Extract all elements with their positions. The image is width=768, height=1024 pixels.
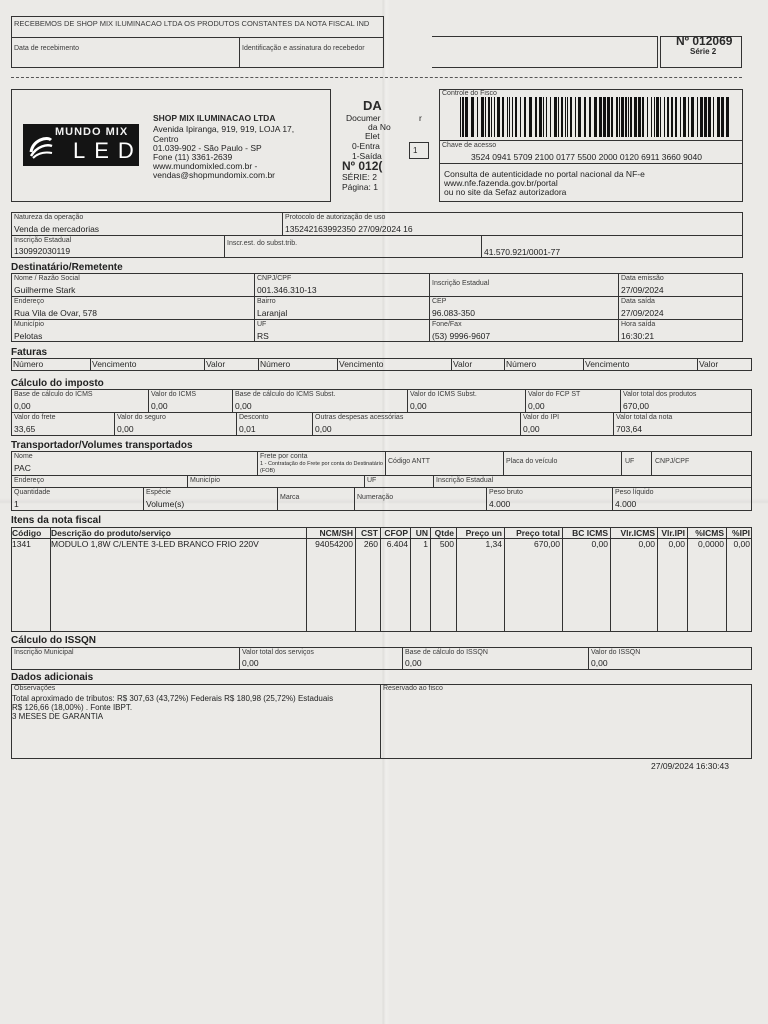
barcode-bar bbox=[619, 97, 620, 137]
col-bc-icms-cell: 0,00 bbox=[591, 539, 608, 549]
frete-label: Valor do frete bbox=[14, 414, 56, 421]
transp-placa-label: Placa do veículo bbox=[506, 458, 558, 465]
transp-peso-bruto: 4.000 bbox=[489, 499, 511, 509]
barcode-bar bbox=[575, 97, 576, 137]
logo-swirl-icon bbox=[27, 132, 55, 160]
issqn-valor-label: Valor do ISSQN bbox=[591, 649, 641, 656]
dest-hora: 16:30:21 bbox=[621, 331, 655, 341]
barcode-bar bbox=[539, 97, 542, 137]
transp-especie-label: Espécie bbox=[146, 489, 171, 496]
footer-timestamp: 27/09/2024 16:30:43 bbox=[651, 761, 729, 771]
barcode-bar bbox=[465, 97, 468, 137]
col-preco-total-header: Preço total bbox=[516, 528, 560, 538]
dest-cpf: 001.346.310-13 bbox=[257, 285, 317, 295]
issqn-bc: 0,00 bbox=[405, 658, 422, 668]
danfe-doc2: da No bbox=[368, 122, 391, 132]
danfe-title: DA bbox=[363, 98, 382, 113]
barcode-bar bbox=[675, 97, 677, 137]
barcode-bar bbox=[524, 97, 526, 137]
dest-cep: 96.083-350 bbox=[432, 308, 476, 318]
barcode-bar bbox=[638, 97, 641, 137]
fatura-valor-header: Valor bbox=[206, 359, 226, 369]
transp-uf-label: UF bbox=[625, 458, 635, 465]
barcode-bar bbox=[691, 97, 694, 137]
logo-text-bottom: LED bbox=[73, 138, 143, 163]
emitente-address3: 01.039-902 - São Paulo - SP bbox=[153, 143, 262, 153]
col-pct-ipi-header: %IPI bbox=[732, 528, 750, 538]
tipo-value: 1 bbox=[413, 146, 418, 155]
col-vlr-icms-header: Vlr.ICMS bbox=[620, 528, 655, 538]
dest-endereco: Rua Vila de Ovar, 578 bbox=[14, 308, 98, 318]
dest-fone: (53) 9996-9607 bbox=[432, 331, 491, 341]
seguro-label: Valor do seguro bbox=[117, 414, 166, 421]
barcode-bar bbox=[494, 97, 495, 137]
col-ncm-header: NCM/SH bbox=[319, 528, 353, 538]
dest-cep-label: CEP bbox=[432, 298, 447, 305]
col-pct-ipi-cell: 0,00 bbox=[733, 539, 750, 549]
issqn-bc-label: Base de cálculo do ISSQN bbox=[405, 649, 488, 656]
issqn-im-label: Inscrição Municipal bbox=[14, 649, 74, 656]
col-vlr-icms-cell: 0,00 bbox=[638, 539, 655, 549]
issqn-servicos-label: Valor total dos serviços bbox=[242, 649, 314, 656]
barcode-bar bbox=[546, 97, 547, 137]
emitente-phone: Fone (11) 3361-2639 bbox=[153, 152, 233, 162]
barcode-bar bbox=[460, 97, 461, 137]
fatura-vencimento-header: Vencimento bbox=[339, 359, 384, 369]
v-st: 0,00 bbox=[410, 401, 427, 411]
barcode-bar bbox=[599, 97, 602, 137]
dest-nome: Guilherme Stark bbox=[14, 285, 76, 295]
issqn-box bbox=[11, 647, 752, 670]
dest-cpf-label: CNPJ/CPF bbox=[257, 275, 292, 282]
issqn-servicos: 0,00 bbox=[242, 658, 259, 668]
transp-nome-label: Nome bbox=[14, 453, 33, 460]
barcode-bar bbox=[671, 97, 673, 137]
barcode-bar bbox=[535, 97, 537, 137]
barcode-bar bbox=[491, 97, 492, 137]
col-preco-un-header: Preço un bbox=[465, 528, 502, 538]
barcode-bar bbox=[628, 97, 629, 137]
barcode-bar bbox=[507, 97, 508, 137]
col-vlr-ipi-header: Vlr.IPI bbox=[661, 528, 685, 538]
bc-icms-label: Base de cálculo do ICMS bbox=[14, 391, 93, 398]
barcode-bar bbox=[589, 97, 591, 137]
barcode-bar bbox=[634, 97, 637, 137]
v-icms: 0,00 bbox=[151, 401, 168, 411]
chave-acesso: 3524 0941 5709 2100 0177 5500 2000 0120 6911 3660 9040 bbox=[471, 152, 702, 162]
barcode-bar bbox=[654, 97, 655, 137]
dest-endereco-label: Endereço bbox=[14, 298, 44, 305]
transp-ie-label: Inscrição Estadual bbox=[436, 477, 494, 484]
itens-section-title: Itens da nota fiscal bbox=[11, 515, 102, 526]
controle-fisco-label: Controle do Fisco bbox=[442, 90, 497, 97]
transp-qtd: 1 bbox=[14, 499, 19, 509]
emitente-name: SHOP MIX ILUMINACAO LTDA bbox=[153, 113, 276, 123]
total-prod: 670,00 bbox=[623, 401, 649, 411]
transp-uf2-label: UF bbox=[367, 477, 377, 484]
transp-cnpj-label: CNPJ/CPF bbox=[655, 458, 690, 465]
ie-label: Inscrição Estadual bbox=[14, 237, 72, 244]
transp-frete-label: Frete por conta bbox=[260, 453, 308, 460]
barcode-bar bbox=[726, 97, 729, 137]
obs-line3: 3 MESES DE GARANTIA bbox=[12, 712, 104, 721]
barcode-bar bbox=[567, 97, 568, 137]
dest-emissao: 27/09/2024 bbox=[621, 285, 664, 295]
imposto-section-title: Cálculo do imposto bbox=[11, 378, 104, 389]
barcode-bar bbox=[558, 97, 559, 137]
bc-st-label: Base de cálculo do ICMS Subst. bbox=[235, 391, 336, 398]
barcode-bar bbox=[607, 97, 610, 137]
col-bc-icms-header: BC ICMS bbox=[572, 528, 608, 538]
data-recebimento-label: Data de recebimento bbox=[14, 45, 79, 52]
barcode-bar bbox=[529, 97, 532, 137]
barcode-bar bbox=[515, 97, 517, 137]
v-st-label: Valor do ICMS Subst. bbox=[410, 391, 477, 398]
fatura-vencimento-header: Vencimento bbox=[585, 359, 630, 369]
barcode-bar bbox=[561, 97, 563, 137]
col-ncm-cell: 94054200 bbox=[315, 539, 353, 549]
barcode-bar bbox=[660, 97, 661, 137]
barcode-bar bbox=[550, 97, 551, 137]
consulta-line3: ou no site da Sefaz autorizadora bbox=[444, 187, 567, 197]
barcode-bar bbox=[656, 97, 659, 137]
bc-icms: 0,00 bbox=[14, 401, 31, 411]
fatura-numero-header: Número bbox=[260, 359, 291, 369]
barcode-bar bbox=[578, 97, 581, 137]
issqn-section-title: Cálculo do ISSQN bbox=[11, 635, 97, 646]
dest-municipio-label: Município bbox=[14, 321, 44, 328]
canhoto-numero: Nº 012069 bbox=[676, 34, 733, 48]
assinatura-label: Identificação e assinatura do recebedor bbox=[242, 45, 365, 52]
barcode-bar bbox=[721, 97, 724, 137]
barcode-bar bbox=[485, 97, 486, 137]
natureza-label: Natureza da operação bbox=[14, 214, 84, 221]
desconto-label: Desconto bbox=[239, 414, 269, 421]
danfe-pagina: Página: 1 bbox=[342, 182, 378, 192]
fcp-label: Valor do FCP ST bbox=[528, 391, 581, 398]
danfe-entrada: 0-Entra bbox=[352, 141, 380, 151]
company-logo bbox=[23, 124, 143, 166]
transp-endereco-label: Endereço bbox=[14, 477, 44, 484]
fatura-valor-header: Valor bbox=[699, 359, 719, 369]
ie-subst-label: Inscr.est. do subst.trib. bbox=[227, 240, 298, 247]
barcode-bar bbox=[565, 97, 566, 137]
transporte-section-title: Transportador/Volumes transportados bbox=[11, 440, 193, 451]
barcode-bar bbox=[625, 97, 627, 137]
col-descricao-cell: MODULO 1,8W C/LENTE 3-LED BRANCO FRIO 220V bbox=[51, 539, 259, 549]
ie-value: 130992030119 bbox=[14, 246, 71, 256]
barcode-bar bbox=[497, 97, 500, 137]
tipo-box bbox=[409, 142, 429, 159]
barcode-bar bbox=[488, 97, 490, 137]
barcode-bar bbox=[520, 97, 521, 137]
desconto: 0,01 bbox=[239, 424, 256, 434]
fatura-numero-header: Número bbox=[13, 359, 44, 369]
transp-nome: PAC bbox=[14, 463, 31, 473]
barcode-bar bbox=[477, 97, 478, 137]
transp-qtd-label: Quantidade bbox=[14, 489, 51, 496]
barcode-bar bbox=[688, 97, 689, 137]
barcode-bar bbox=[667, 97, 669, 137]
dest-ie-label: Inscrição Estadual bbox=[432, 280, 490, 287]
transp-especie: Volume(s) bbox=[146, 499, 185, 509]
col-codigo-cell: 1341 bbox=[12, 539, 31, 549]
barcode-bar bbox=[651, 97, 652, 137]
barcode-bar bbox=[502, 97, 504, 137]
obs-line2: R$ 126,66 (18,00%) . Fonte IBPT. bbox=[12, 703, 133, 712]
emitente-address1: Avenida Ipiranga, 919, 919, LOJA 17, bbox=[153, 124, 295, 134]
issqn-valor: 0,00 bbox=[591, 658, 608, 668]
col-un-cell: 1 bbox=[423, 539, 428, 549]
adicionais-section-title: Dados adicionais bbox=[11, 672, 94, 683]
transp-peso-liquido-label: Peso líquido bbox=[615, 489, 654, 496]
dest-bairro-label: Bairro bbox=[257, 298, 276, 305]
barcode-bar bbox=[462, 97, 464, 137]
transp-frete: 1 - Contratação do Frete por conta do Destinatário (FOB) bbox=[260, 461, 383, 474]
danfe-serie: SÉRIE: 2 bbox=[342, 172, 377, 182]
dest-saida-label: Data saída bbox=[621, 298, 655, 305]
barcode-bar bbox=[713, 97, 714, 137]
outras: 0,00 bbox=[315, 424, 332, 434]
danfe-doc3: Elet bbox=[365, 131, 380, 141]
col-cfop-cell: 6.404 bbox=[386, 539, 408, 549]
barcode-bar bbox=[481, 97, 484, 137]
barcode-bar bbox=[554, 97, 557, 137]
fatura-valor-header: Valor bbox=[453, 359, 473, 369]
bc-st: 0,00 bbox=[235, 401, 252, 411]
dest-municipio: Pelotas bbox=[14, 331, 43, 341]
barcode-bar bbox=[584, 97, 586, 137]
barcode-bar bbox=[647, 97, 648, 137]
faturas-section-title: Faturas bbox=[11, 347, 48, 358]
col-vlr-ipi-cell: 0,00 bbox=[668, 539, 685, 549]
barcode-bar bbox=[512, 97, 513, 137]
dest-hora-label: Hora saída bbox=[621, 321, 656, 328]
barcode-bar bbox=[621, 97, 624, 137]
transp-marca-label: Marca bbox=[280, 494, 300, 501]
barcode-bar bbox=[543, 97, 544, 137]
dest-emissao-label: Data emissão bbox=[621, 275, 664, 282]
danfe-doc1b: r bbox=[419, 113, 422, 123]
emitente-email: vendas@shopmundomix.com.br bbox=[153, 170, 276, 180]
outras-label: Outras despesas acessórias bbox=[315, 414, 404, 421]
fatura-vencimento-header: Vencimento bbox=[92, 359, 137, 369]
danfe-numero: Nº 012( bbox=[342, 159, 383, 173]
consulta-line2: www.nfe.fazenda.gov.br/portal bbox=[444, 178, 558, 188]
transp-peso-bruto-label: Peso bruto bbox=[489, 489, 523, 496]
obs-line1: Total aproximado de tributos: R$ 307,63 (43,72%) Federais R$ 180,98 (25,72%) Estaduais bbox=[12, 694, 334, 703]
total-nota: 703,64 bbox=[616, 424, 642, 434]
transp-peso-liquido: 4.000 bbox=[615, 499, 637, 509]
destinatario-section-title: Destinatário/Remetente bbox=[11, 262, 123, 273]
barcode-bar bbox=[603, 97, 606, 137]
natureza-value: Venda de mercadorias bbox=[14, 224, 100, 234]
dest-nome-label: Nome / Razão Social bbox=[14, 275, 80, 282]
barcode-bar bbox=[611, 97, 613, 137]
barcode-bar bbox=[509, 97, 510, 137]
transp-municipio-label: Município bbox=[190, 477, 220, 484]
cut-line bbox=[11, 77, 742, 78]
transp-numeracao-label: Numeração bbox=[357, 494, 394, 501]
barcode-bar bbox=[704, 97, 707, 137]
barcode-bar bbox=[570, 97, 572, 137]
obs-label: Observações bbox=[14, 685, 56, 692]
dest-fone-label: Fone/Fax bbox=[432, 321, 462, 328]
barcode-bar bbox=[683, 97, 686, 137]
seguro: 0,00 bbox=[117, 424, 134, 434]
danfe-saida: 1-Saída bbox=[352, 151, 382, 161]
transporte-box bbox=[11, 451, 752, 511]
canhoto-text: RECEBEMOS DE SHOP MIX ILUMINACAO LTDA OS PRODUTOS CONSTANTES DA NOTA FISCAL IND bbox=[14, 19, 370, 28]
col-preco-total-cell: 670,00 bbox=[534, 539, 560, 549]
fcp: 0,00 bbox=[528, 401, 545, 411]
dest-bairro: Laranjal bbox=[257, 308, 288, 318]
ipi: 0,00 bbox=[523, 424, 540, 434]
ipi-label: Valor do IPI bbox=[523, 414, 560, 421]
protocolo-value: 135242163992350 27/09/2024 16 bbox=[285, 224, 413, 234]
emitente-cnpj: 41.570.921/0001-77 bbox=[484, 247, 561, 257]
barcode-bar bbox=[700, 97, 703, 137]
emitente-address2: Centro bbox=[153, 134, 179, 144]
barcode-bar bbox=[664, 97, 665, 137]
reservado-fisco-label: Reservado ao fisco bbox=[383, 685, 443, 692]
col-codigo-header: Código bbox=[12, 528, 42, 538]
col-qtde-cell: 500 bbox=[439, 539, 454, 549]
barcode-bar bbox=[471, 97, 474, 137]
col-pct-icms-header: %ICMS bbox=[695, 528, 724, 538]
col-un-header: UN bbox=[415, 528, 428, 538]
canhoto-right-box bbox=[432, 36, 658, 68]
danfe-doc1: Documer bbox=[346, 113, 381, 123]
barcode-bar bbox=[594, 97, 597, 137]
barcode bbox=[460, 97, 732, 137]
col-preco-un-cell: 1,34 bbox=[485, 539, 502, 549]
chave-label: Chave de acesso bbox=[442, 142, 497, 149]
fatura-numero-header: Número bbox=[506, 359, 537, 369]
dest-uf-label: UF bbox=[257, 321, 267, 328]
transp-antt-label: Código ANTT bbox=[388, 458, 431, 465]
frete: 33,65 bbox=[14, 424, 36, 434]
barcode-bar bbox=[680, 97, 681, 137]
dest-uf: RS bbox=[257, 331, 269, 341]
col-cfop-header: CFOP bbox=[384, 528, 408, 538]
barcode-bar bbox=[616, 97, 618, 137]
col-cst-header: CST bbox=[361, 528, 378, 538]
barcode-bar bbox=[717, 97, 720, 137]
barcode-bar bbox=[630, 97, 632, 137]
total-nota-label: Valor total da nota bbox=[616, 414, 673, 421]
barcode-bar bbox=[642, 97, 644, 137]
barcode-bar bbox=[708, 97, 711, 137]
canhoto-serie: Série 2 bbox=[690, 47, 717, 56]
consulta-line1: Consulta de autenticidade no portal nacional da NF-e bbox=[444, 169, 645, 179]
total-prod-label: Valor total dos produtos bbox=[623, 391, 697, 398]
col-qtde-header: Qtde bbox=[434, 528, 454, 538]
col-cst-cell: 260 bbox=[363, 539, 378, 549]
logo-text-top: MUNDO MIX bbox=[55, 126, 129, 138]
v-icms-label: Valor do ICMS bbox=[151, 391, 196, 398]
col-pct-icms-cell: 0,0000 bbox=[698, 539, 724, 549]
dest-saida: 27/09/2024 bbox=[621, 308, 664, 318]
emitente-site: www.mundomixled.com.br - bbox=[153, 161, 258, 171]
col-descricao-header: Descrição do produto/serviço bbox=[51, 528, 171, 538]
barcode-bar bbox=[697, 97, 698, 137]
protocolo-label: Protocolo de autorização de uso bbox=[285, 214, 386, 221]
